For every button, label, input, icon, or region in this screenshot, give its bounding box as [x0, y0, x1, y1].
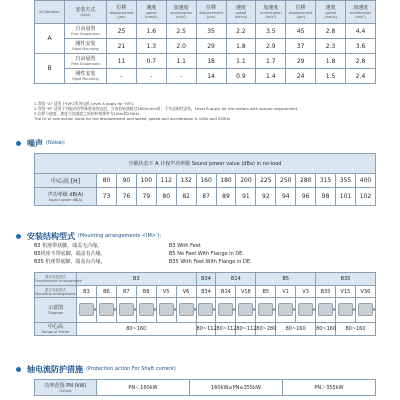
- group-b35: B35: [316, 273, 376, 286]
- bullet-icon: [16, 367, 21, 372]
- diagram-cell: [136, 298, 156, 323]
- table-row: [35, 39, 376, 54]
- group-b14: B14: [216, 273, 256, 286]
- mode-cell: 自由悬置 Free Suspension: [65, 54, 107, 69]
- value-cell: 1.6: [136, 24, 166, 39]
- noise-table: [34, 153, 376, 206]
- motor-diagram-icon: [99, 303, 114, 316]
- value-cell: 180: [216, 174, 236, 188]
- value-cell: 112: [156, 174, 176, 188]
- code-cell: B34: [196, 286, 216, 298]
- code-cell: V18: [236, 286, 256, 298]
- table-row: [35, 298, 376, 323]
- value-cell: 2.8: [316, 24, 346, 39]
- list-item: B3 机座带底脚，端盖无凸缘。: [34, 243, 103, 249]
- value-cell: 315: [316, 174, 336, 188]
- motor-diagram-icon: [298, 303, 313, 316]
- derived-arrangement-label: 派生安装型式 Mounting arrangement: [35, 287, 76, 296]
- diagram-cell: [355, 298, 375, 323]
- value-cell: 2.5: [166, 24, 196, 39]
- table-row: [35, 286, 376, 298]
- value-cell: 2.0: [166, 39, 196, 54]
- motor-diagram-icon: [159, 303, 174, 316]
- value-cell: 2.8: [346, 54, 376, 69]
- diagram-cell: [176, 298, 196, 323]
- section-subtitle: (Mounting arrangements <IM> ):: [78, 233, 162, 239]
- value-cell: 225: [256, 174, 276, 188]
- code-cell: B5: [256, 286, 276, 298]
- value-cell: 98: [316, 188, 336, 206]
- value-cell: 250: [276, 174, 296, 188]
- value-cell: -: [136, 69, 166, 84]
- value-cell: 87: [196, 188, 216, 206]
- value-cell: 79: [136, 188, 156, 206]
- mode-cell: 刚性安装 Rigid Mounting: [65, 39, 107, 54]
- value-cell: 1.8: [226, 39, 256, 54]
- code-cell: B14: [216, 286, 236, 298]
- motor-diagram-icon: [218, 303, 233, 316]
- value-cell: 2.9: [256, 39, 286, 54]
- value-cell: 102: [355, 188, 375, 206]
- value-cell: 11: [107, 54, 137, 69]
- value-cell: 89: [216, 188, 236, 206]
- value-cell: 1.4: [256, 69, 286, 84]
- vib-col-1: 速度 speed (mm/s): [136, 1, 166, 24]
- frame-cell: 80~112: [196, 323, 216, 336]
- value-cell: 1.1: [166, 54, 196, 69]
- bullet-icon: [16, 234, 21, 239]
- vib-col-8: 加速度 acceleration (m/s²): [346, 1, 376, 24]
- section-title: 轴电流防护措施: [27, 364, 83, 374]
- vibration-level-b: B: [35, 54, 65, 84]
- table-row: [35, 54, 376, 69]
- vib-col-5: 加速度 acceleration (m/s²): [256, 1, 286, 24]
- mounting-section-heading: [16, 231, 161, 241]
- mode-cell: 刚性安装 Rigid Mounting: [65, 69, 107, 84]
- table-row: [35, 188, 376, 206]
- value-cell: 94: [276, 188, 296, 206]
- value-cell: 1.5: [316, 69, 346, 84]
- value-cell: -: [166, 69, 196, 84]
- value-cell: 132: [176, 174, 196, 188]
- motor-diagram-icon: [258, 303, 273, 316]
- value-cell: 76: [116, 188, 136, 206]
- value-cell: 21: [107, 39, 137, 54]
- value-cell: 29: [196, 39, 226, 54]
- value-cell: 400: [355, 174, 375, 188]
- value-cell: 2.2: [226, 24, 256, 39]
- value-cell: 14: [196, 69, 226, 84]
- noise-caption-row: [35, 154, 376, 174]
- code-cell: B6: [96, 286, 116, 298]
- motor-diagram-icon: [338, 303, 353, 316]
- code-cell: V5: [156, 286, 176, 298]
- table-row: [35, 323, 376, 336]
- motor-diagram-icon: [79, 303, 94, 316]
- frame-cell: 80~280: [256, 323, 276, 336]
- motor-diagram-icon: [179, 303, 194, 316]
- output-label: 功率范围 PN (kW) Output: [35, 380, 97, 396]
- vibration-table: [34, 0, 376, 84]
- table-row: [35, 273, 376, 286]
- diagram-cell: [316, 298, 336, 323]
- value-cell: 4.4: [346, 24, 376, 39]
- value-cell: 90: [116, 174, 136, 188]
- frame-cell: 80~112: [216, 323, 236, 336]
- value-cell: 3.5: [256, 24, 286, 39]
- value-cell: 25: [107, 24, 137, 39]
- list-item: B5 No Feet With Flange in DE.: [169, 251, 244, 257]
- diagram-cell: [216, 298, 236, 323]
- section-title: 安装结构型式: [27, 231, 75, 241]
- mode-cell: 自由悬置 Free Suspension: [65, 24, 107, 39]
- table-row: [35, 380, 376, 396]
- frame-range-label: 中心高 Range of frame: [35, 323, 77, 336]
- list-item: B35 With Feet.With Flange in DE.: [169, 259, 252, 265]
- frame-cell: 80~160: [77, 323, 197, 336]
- vibration-header-row: [35, 1, 376, 24]
- code-cell: V1: [276, 286, 296, 298]
- list-item: B35 机座带底脚，端盖有凸缘。: [34, 259, 106, 265]
- mounting-table: [34, 272, 376, 336]
- frame-cell: 80~112: [236, 323, 256, 336]
- noise-caption: 空载状态下 A 计权声功率级 Sound power value (dBa) in no-load: [35, 154, 376, 174]
- vib-col-4: 速度 speed (mm/s): [226, 1, 256, 24]
- center-height-label: 中心高 [H]: [35, 174, 97, 188]
- value-cell: 18: [196, 54, 226, 69]
- protection-section-heading: [16, 364, 176, 374]
- vibration-level-a: A: [35, 24, 65, 54]
- value-cell: 80: [97, 174, 117, 188]
- code-cell: B7: [116, 286, 136, 298]
- vib-col-3: 位移 displacement (μm): [196, 1, 226, 24]
- motor-diagram-icon: [358, 303, 373, 316]
- table-row: [35, 174, 376, 188]
- noise-section-heading: [16, 138, 65, 148]
- value-cell: 37: [286, 39, 316, 54]
- protection-table: [34, 379, 376, 396]
- diagram-label: 示意图 Diagram: [35, 298, 77, 323]
- value-cell: 91: [236, 188, 256, 206]
- list-item: B3 With Feet: [169, 243, 201, 249]
- frame-cell: 80~160: [276, 323, 316, 336]
- group-b3: B3: [77, 273, 197, 286]
- value-cell: -: [107, 69, 137, 84]
- motor-diagram-icon: [238, 303, 253, 316]
- value-cell: 200: [236, 174, 256, 188]
- motor-diagram-icon: [198, 303, 213, 316]
- vibration-note-2: 2.等级 "B" 适用于对振动有特殊要求的电机，当电机转速超过1800r/min时，不考虑刚性安装，Level B apply for the motors with special requirement: [34, 106, 298, 111]
- motor-diagram-icon: [119, 303, 134, 316]
- value-cell: 160: [196, 174, 216, 188]
- diagram-cell: [96, 298, 116, 323]
- diagram-cell: [77, 298, 97, 323]
- diagram-cell: [236, 298, 256, 323]
- vibration-note-1: 1.等级 "A" 适用于YVF2系列电机 Level A apply for YVF2: [34, 101, 134, 106]
- vib-col-2: 加速度 acceleration (m/s²): [166, 1, 196, 24]
- vibration-mode-header: 安装方式 (kind): [65, 1, 107, 24]
- section-subtitle: (Protection action For Shaft current): [86, 366, 176, 372]
- value-cell: 0.7: [136, 54, 166, 69]
- frame-cell: 80~160: [335, 323, 375, 336]
- motor-diagram-icon: [278, 303, 293, 316]
- code-cell: B35: [316, 286, 336, 298]
- code-cell: V6: [176, 286, 196, 298]
- diagram-cell: [196, 298, 216, 323]
- value-cell: 73: [97, 188, 117, 206]
- list-item: B5机座不带底脚，端盖有凸缘。: [34, 251, 106, 257]
- group-b34: B34: [196, 273, 216, 286]
- value-cell: 2.4: [346, 69, 376, 84]
- vibration-note-4: The trl of connection holds for the displacement and speed ,speed and acceleration is 10Hz and 250Hz: [34, 116, 231, 121]
- range-cell: PN＜160kW: [97, 380, 190, 396]
- diagram-cell: [296, 298, 316, 323]
- code-cell: B8: [136, 286, 156, 298]
- sound-power-label: 声功率级 dB(A) Sound power dB(A): [35, 188, 97, 206]
- value-cell: 101: [336, 188, 356, 206]
- value-cell: 0.9: [226, 69, 256, 84]
- range-cell: 160kW≤PN≤355kW: [190, 380, 283, 396]
- code-cell: V3: [296, 286, 316, 298]
- diagram-cell: [335, 298, 355, 323]
- motor-diagram-icon: [318, 303, 333, 316]
- code-cell: V15: [335, 286, 355, 298]
- vib-col-0: 位移 displacement (μm): [107, 1, 137, 24]
- section-title: 噪声: [27, 138, 43, 148]
- bullet-icon: [16, 141, 21, 146]
- value-cell: 45: [286, 24, 316, 39]
- table-row: [35, 24, 376, 39]
- value-cell: 1.1: [226, 54, 256, 69]
- section-subtitle: (Noise):: [46, 140, 66, 146]
- value-cell: 3.6: [346, 39, 376, 54]
- diagram-cell: [156, 298, 176, 323]
- vib-col-6: 位移 displacement (μm): [286, 1, 316, 24]
- code-cell: B3: [77, 286, 97, 298]
- value-cell: 1.7: [256, 54, 286, 69]
- value-cell: 355: [336, 174, 356, 188]
- frame-cell: 80~160: [316, 323, 336, 336]
- vib-col-7: 速度 speed (mm/s): [316, 1, 346, 24]
- value-cell: 1.8: [316, 54, 346, 69]
- value-cell: 29: [286, 54, 316, 69]
- value-cell: 1.3: [136, 39, 166, 54]
- value-cell: 92: [256, 188, 276, 206]
- value-cell: 280: [296, 174, 316, 188]
- value-cell: 82: [176, 188, 196, 206]
- range-cell: PN＞355kW: [283, 380, 376, 396]
- motor-diagram-icon: [139, 303, 154, 316]
- diagram-cell: [256, 298, 276, 323]
- diagram-cell: [276, 298, 296, 323]
- basic-arrangement-label: 基本安装型式 Fundamental arrangement: [35, 273, 77, 286]
- vibration-level-header: of Vibration: [35, 1, 65, 24]
- group-b5: B5: [256, 273, 316, 286]
- value-cell: 100: [136, 174, 156, 188]
- value-cell: 96: [296, 188, 316, 206]
- diagram-cell: [116, 298, 136, 323]
- mounting-list: [34, 242, 376, 268]
- value-cell: 2.3: [316, 39, 346, 54]
- value-cell: 24: [286, 69, 316, 84]
- vibration-note-3: 3.位移与速度、速度与加速度之间的转换频率为10Hz和250Hz: [34, 111, 140, 116]
- code-cell: V36: [355, 286, 375, 298]
- value-cell: 80: [156, 188, 176, 206]
- table-row: [35, 69, 376, 84]
- value-cell: 35: [196, 24, 226, 39]
